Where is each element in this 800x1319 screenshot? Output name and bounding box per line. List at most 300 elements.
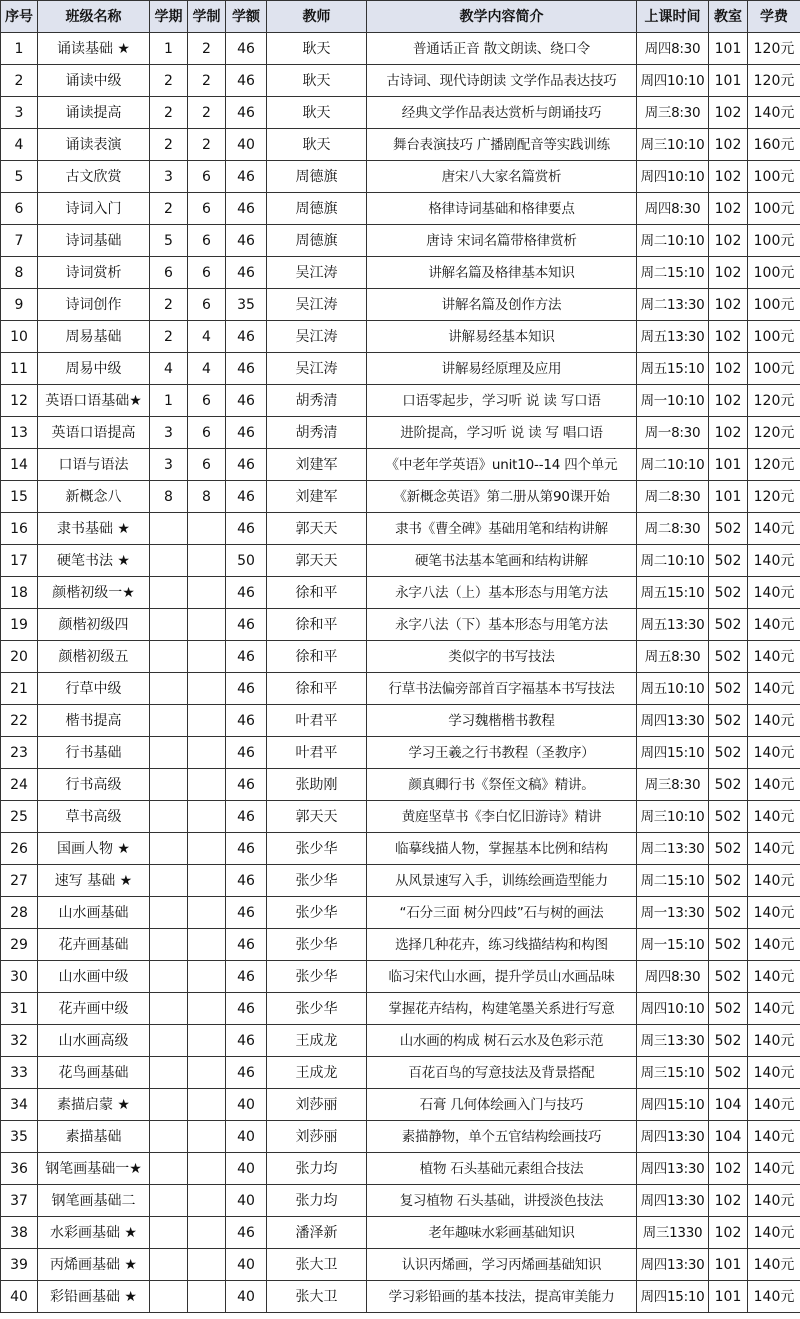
- cell-room: 104: [709, 1121, 748, 1153]
- cell-duration: [188, 513, 226, 545]
- cell-duration: [188, 545, 226, 577]
- cell-fee: 140元: [748, 1281, 800, 1313]
- cell-room: 102: [709, 1217, 748, 1249]
- cell-class-name: 钢笔画基础二: [38, 1185, 150, 1217]
- cell-row-index: 10: [1, 321, 38, 353]
- cell-teacher: 叶君平: [267, 737, 367, 769]
- cell-fee: 140元: [748, 1089, 800, 1121]
- cell-teacher: 张少华: [267, 865, 367, 897]
- cell-time: 周二13:30: [637, 833, 709, 865]
- cell-row-index: 39: [1, 1249, 38, 1281]
- cell-duration: 6: [188, 289, 226, 321]
- cell-fee: 100元: [748, 225, 800, 257]
- cell-term: 6: [150, 257, 188, 289]
- cell-capacity: 46: [226, 513, 267, 545]
- cell-capacity: 40: [226, 1281, 267, 1313]
- table-row: [1, 673, 800, 705]
- cell-fee: 120元: [748, 417, 800, 449]
- cell-term: [150, 865, 188, 897]
- table-row: [1, 961, 800, 993]
- cell-capacity: 46: [226, 449, 267, 481]
- cell-row-index: 33: [1, 1057, 38, 1089]
- cell-room: 102: [709, 129, 748, 161]
- cell-class-name: 花鸟画基础: [38, 1057, 150, 1089]
- table-row: [1, 97, 800, 129]
- cell-row-index: 7: [1, 225, 38, 257]
- cell-room: 502: [709, 961, 748, 993]
- cell-fee: 140元: [748, 673, 800, 705]
- cell-fee: 140元: [748, 545, 800, 577]
- cell-row-index: 3: [1, 97, 38, 129]
- table-row: [1, 609, 800, 641]
- cell-teacher: 徐和平: [267, 609, 367, 641]
- cell-capacity: 46: [226, 929, 267, 961]
- cell-room: 101: [709, 449, 748, 481]
- cell-row-index: 20: [1, 641, 38, 673]
- cell-term: [150, 609, 188, 641]
- cell-content: 学习王羲之行书教程（圣教序）: [367, 737, 637, 769]
- cell-term: 2: [150, 289, 188, 321]
- cell-teacher: 郭天天: [267, 545, 367, 577]
- cell-class-name: 素描启蒙 ★: [38, 1089, 150, 1121]
- cell-term: [150, 673, 188, 705]
- cell-term: 3: [150, 449, 188, 481]
- cell-room: 502: [709, 1057, 748, 1089]
- cell-class-name: 颜楷初级四: [38, 609, 150, 641]
- cell-row-index: 36: [1, 1153, 38, 1185]
- cell-term: [150, 961, 188, 993]
- cell-time: 周二8:30: [637, 481, 709, 513]
- cell-class-name: 行书高级: [38, 769, 150, 801]
- cell-duration: 8: [188, 481, 226, 513]
- cell-room: 502: [709, 1025, 748, 1057]
- cell-teacher: 王成龙: [267, 1057, 367, 1089]
- cell-teacher: 张少华: [267, 929, 367, 961]
- cell-teacher: 张大卫: [267, 1281, 367, 1313]
- cell-term: [150, 577, 188, 609]
- cell-row-index: 16: [1, 513, 38, 545]
- cell-room: 104: [709, 1089, 748, 1121]
- header-fee: 学费: [748, 1, 800, 33]
- cell-time: 周三1330: [637, 1217, 709, 1249]
- cell-time: 周四8:30: [637, 193, 709, 225]
- cell-term: [150, 769, 188, 801]
- cell-time: 周四10:10: [637, 65, 709, 97]
- cell-fee: 100元: [748, 257, 800, 289]
- cell-teacher: 王成龙: [267, 1025, 367, 1057]
- cell-teacher: 郭天天: [267, 513, 367, 545]
- cell-term: [150, 1217, 188, 1249]
- cell-duration: [188, 705, 226, 737]
- cell-duration: 6: [188, 257, 226, 289]
- cell-content: 口语零起步，学习听 说 读 写口语: [367, 385, 637, 417]
- cell-duration: [188, 577, 226, 609]
- cell-fee: 120元: [748, 449, 800, 481]
- cell-capacity: 40: [226, 129, 267, 161]
- cell-room: 102: [709, 225, 748, 257]
- cell-teacher: 张少华: [267, 897, 367, 929]
- table-row: [1, 193, 800, 225]
- table-row: [1, 865, 800, 897]
- cell-fee: 140元: [748, 769, 800, 801]
- cell-row-index: 14: [1, 449, 38, 481]
- cell-fee: 140元: [748, 609, 800, 641]
- cell-duration: 2: [188, 97, 226, 129]
- cell-room: 502: [709, 705, 748, 737]
- cell-term: [150, 1057, 188, 1089]
- cell-fee: 140元: [748, 1057, 800, 1089]
- cell-content: 石膏 几何体绘画入门与技巧: [367, 1089, 637, 1121]
- cell-row-index: 25: [1, 801, 38, 833]
- cell-fee: 140元: [748, 1025, 800, 1057]
- cell-duration: [188, 1121, 226, 1153]
- cell-row-index: 9: [1, 289, 38, 321]
- cell-capacity: 46: [226, 705, 267, 737]
- cell-term: 2: [150, 321, 188, 353]
- table-row: [1, 449, 800, 481]
- cell-class-name: 花卉画中级: [38, 993, 150, 1025]
- cell-fee: 120元: [748, 65, 800, 97]
- cell-class-name: 丙烯画基础 ★: [38, 1249, 150, 1281]
- cell-content: 临习宋代山水画，提升学员山水画品味: [367, 961, 637, 993]
- cell-teacher: 刘建军: [267, 449, 367, 481]
- cell-capacity: 35: [226, 289, 267, 321]
- cell-row-index: 5: [1, 161, 38, 193]
- cell-teacher: 徐和平: [267, 577, 367, 609]
- cell-room: 502: [709, 929, 748, 961]
- cell-class-name: 素描基础: [38, 1121, 150, 1153]
- cell-row-index: 40: [1, 1281, 38, 1313]
- header-time: 上课时间: [637, 1, 709, 33]
- cell-room: 502: [709, 769, 748, 801]
- cell-duration: [188, 929, 226, 961]
- cell-term: 5: [150, 225, 188, 257]
- cell-fee: 140元: [748, 1185, 800, 1217]
- table-row: [1, 929, 800, 961]
- cell-teacher: 胡秀清: [267, 385, 367, 417]
- cell-teacher: 吴江涛: [267, 321, 367, 353]
- cell-content: 唐诗 宋词名篇带格律赏析: [367, 225, 637, 257]
- cell-room: 102: [709, 161, 748, 193]
- cell-time: 周四13:30: [637, 1153, 709, 1185]
- cell-teacher: 刘莎丽: [267, 1089, 367, 1121]
- cell-class-name: 诵读提高: [38, 97, 150, 129]
- cell-time: 周四15:10: [637, 1089, 709, 1121]
- cell-row-index: 22: [1, 705, 38, 737]
- cell-teacher: 刘建军: [267, 481, 367, 513]
- cell-fee: 140元: [748, 865, 800, 897]
- table-row: [1, 257, 800, 289]
- cell-teacher: 张力均: [267, 1185, 367, 1217]
- cell-term: 8: [150, 481, 188, 513]
- cell-time: 周三8:30: [637, 769, 709, 801]
- cell-fee: 100元: [748, 161, 800, 193]
- cell-capacity: 40: [226, 1153, 267, 1185]
- cell-row-index: 19: [1, 609, 38, 641]
- cell-row-index: 13: [1, 417, 38, 449]
- cell-teacher: 吴江涛: [267, 353, 367, 385]
- cell-time: 周二15:10: [637, 257, 709, 289]
- cell-time: 周三13:30: [637, 1025, 709, 1057]
- cell-fee: 140元: [748, 1121, 800, 1153]
- cell-time: 周五15:10: [637, 353, 709, 385]
- cell-duration: [188, 1217, 226, 1249]
- cell-content: 山水画的构成 树石云水及色彩示范: [367, 1025, 637, 1057]
- cell-room: 502: [709, 993, 748, 1025]
- cell-content: 格律诗词基础和格律要点: [367, 193, 637, 225]
- header-content: 教学内容简介: [367, 1, 637, 33]
- cell-row-index: 4: [1, 129, 38, 161]
- cell-teacher: 吴江涛: [267, 257, 367, 289]
- table-row: [1, 129, 800, 161]
- cell-room: 502: [709, 897, 748, 929]
- cell-class-name: 周易中级: [38, 353, 150, 385]
- cell-row-index: 31: [1, 993, 38, 1025]
- cell-duration: [188, 1153, 226, 1185]
- header-teacher: 教师: [267, 1, 367, 33]
- cell-teacher: 张少华: [267, 993, 367, 1025]
- table-row: [1, 577, 800, 609]
- cell-content: 素描静物，单个五官结构绘画技巧: [367, 1121, 637, 1153]
- cell-time: 周三15:10: [637, 1057, 709, 1089]
- cell-class-name: 诗词创作: [38, 289, 150, 321]
- cell-content: 讲解易经基本知识: [367, 321, 637, 353]
- cell-time: 周一10:10: [637, 385, 709, 417]
- cell-capacity: 46: [226, 609, 267, 641]
- cell-term: [150, 929, 188, 961]
- cell-capacity: 46: [226, 161, 267, 193]
- cell-row-index: 6: [1, 193, 38, 225]
- cell-capacity: 46: [226, 1057, 267, 1089]
- table-row: [1, 1025, 800, 1057]
- cell-class-name: 古文欣赏: [38, 161, 150, 193]
- cell-content: “石分三面 树分四歧”石与树的画法: [367, 897, 637, 929]
- cell-class-name: 口语与语法: [38, 449, 150, 481]
- cell-capacity: 46: [226, 833, 267, 865]
- cell-content: 从风景速写入手，训练绘画造型能力: [367, 865, 637, 897]
- table-row: [1, 897, 800, 929]
- cell-row-index: 27: [1, 865, 38, 897]
- cell-term: 2: [150, 97, 188, 129]
- cell-row-index: 24: [1, 769, 38, 801]
- cell-capacity: 46: [226, 577, 267, 609]
- cell-room: 101: [709, 33, 748, 65]
- cell-row-index: 32: [1, 1025, 38, 1057]
- cell-content: 颜真卿行书《祭侄文稿》精讲。: [367, 769, 637, 801]
- cell-fee: 140元: [748, 1217, 800, 1249]
- table-row: [1, 481, 800, 513]
- cell-term: [150, 833, 188, 865]
- cell-fee: 140元: [748, 993, 800, 1025]
- cell-term: [150, 1281, 188, 1313]
- cell-room: 102: [709, 385, 748, 417]
- cell-teacher: 耿天: [267, 65, 367, 97]
- cell-capacity: 40: [226, 1249, 267, 1281]
- cell-term: 1: [150, 385, 188, 417]
- cell-term: [150, 641, 188, 673]
- table-row: [1, 225, 800, 257]
- cell-room: 502: [709, 513, 748, 545]
- cell-time: 周四8:30: [637, 961, 709, 993]
- table-row: [1, 545, 800, 577]
- table-row: [1, 33, 800, 65]
- table-row: [1, 833, 800, 865]
- cell-duration: 2: [188, 33, 226, 65]
- cell-content: 复习植物 石头基础，讲授淡色技法: [367, 1185, 637, 1217]
- cell-term: 2: [150, 193, 188, 225]
- cell-capacity: 46: [226, 961, 267, 993]
- table-row: [1, 289, 800, 321]
- table-row: [1, 1121, 800, 1153]
- table-body: [1, 33, 800, 1313]
- cell-fee: 140元: [748, 513, 800, 545]
- cell-capacity: 46: [226, 1025, 267, 1057]
- table-row: [1, 385, 800, 417]
- cell-fee: 140元: [748, 1153, 800, 1185]
- cell-row-index: 28: [1, 897, 38, 929]
- cell-duration: 6: [188, 161, 226, 193]
- table-row: [1, 1249, 800, 1281]
- cell-class-name: 水彩画基础 ★: [38, 1217, 150, 1249]
- cell-class-name: 楷书提高: [38, 705, 150, 737]
- cell-room: 502: [709, 641, 748, 673]
- cell-capacity: 50: [226, 545, 267, 577]
- cell-time: 周四13:30: [637, 1249, 709, 1281]
- cell-row-index: 34: [1, 1089, 38, 1121]
- cell-term: [150, 737, 188, 769]
- cell-room: 101: [709, 65, 748, 97]
- cell-duration: [188, 1185, 226, 1217]
- cell-duration: [188, 801, 226, 833]
- table-row: [1, 1057, 800, 1089]
- cell-duration: [188, 897, 226, 929]
- cell-duration: 6: [188, 193, 226, 225]
- cell-teacher: 张少华: [267, 833, 367, 865]
- cell-time: 周五10:10: [637, 673, 709, 705]
- cell-time: 周三8:30: [637, 97, 709, 129]
- cell-room: 102: [709, 289, 748, 321]
- cell-content: 选择几种花卉，练习线描结构和构图: [367, 929, 637, 961]
- cell-time: 周四13:30: [637, 705, 709, 737]
- cell-teacher: 周德旗: [267, 193, 367, 225]
- cell-term: [150, 897, 188, 929]
- cell-class-name: 速写 基础 ★: [38, 865, 150, 897]
- cell-time: 周五13:30: [637, 321, 709, 353]
- cell-room: 502: [709, 609, 748, 641]
- cell-class-name: 诗词基础: [38, 225, 150, 257]
- cell-capacity: 46: [226, 769, 267, 801]
- cell-fee: 140元: [748, 897, 800, 929]
- cell-term: 4: [150, 353, 188, 385]
- cell-fee: 140元: [748, 801, 800, 833]
- cell-capacity: 46: [226, 865, 267, 897]
- cell-time: 周四10:10: [637, 993, 709, 1025]
- cell-row-index: 26: [1, 833, 38, 865]
- cell-room: 101: [709, 1281, 748, 1313]
- cell-room: 102: [709, 97, 748, 129]
- cell-teacher: 耿天: [267, 97, 367, 129]
- cell-class-name: 隶书基础 ★: [38, 513, 150, 545]
- cell-content: 讲解易经原理及应用: [367, 353, 637, 385]
- cell-row-index: 11: [1, 353, 38, 385]
- cell-content: 舞台表演技巧 广播剧配音等实践训练: [367, 129, 637, 161]
- header-term: 学期: [150, 1, 188, 33]
- cell-fee: 140元: [748, 833, 800, 865]
- cell-room: 502: [709, 673, 748, 705]
- cell-fee: 120元: [748, 33, 800, 65]
- cell-content: 认识丙烯画，学习丙烯画基础知识: [367, 1249, 637, 1281]
- cell-class-name: 彩铅画基础 ★: [38, 1281, 150, 1313]
- table-row: [1, 737, 800, 769]
- cell-content: 《中老年学英语》unit10--14 四个单元: [367, 449, 637, 481]
- header-duration: 学制: [188, 1, 226, 33]
- cell-fee: 100元: [748, 353, 800, 385]
- cell-time: 周四10:10: [637, 161, 709, 193]
- cell-time: 周一15:10: [637, 929, 709, 961]
- cell-class-name: 山水画中级: [38, 961, 150, 993]
- cell-fee: 120元: [748, 385, 800, 417]
- cell-capacity: 46: [226, 897, 267, 929]
- cell-row-index: 17: [1, 545, 38, 577]
- cell-class-name: 行书基础: [38, 737, 150, 769]
- cell-capacity: 46: [226, 257, 267, 289]
- cell-time: 周五15:10: [637, 577, 709, 609]
- cell-duration: 6: [188, 225, 226, 257]
- cell-term: 3: [150, 161, 188, 193]
- cell-time: 周四13:30: [637, 1121, 709, 1153]
- cell-term: [150, 1185, 188, 1217]
- cell-class-name: 诵读表演: [38, 129, 150, 161]
- cell-term: [150, 1121, 188, 1153]
- cell-capacity: 46: [226, 321, 267, 353]
- cell-content: 隶书《曹全碑》基础用笔和结构讲解: [367, 513, 637, 545]
- cell-time: 周一8:30: [637, 417, 709, 449]
- cell-duration: [188, 673, 226, 705]
- cell-duration: 6: [188, 417, 226, 449]
- cell-class-name: 行草中级: [38, 673, 150, 705]
- cell-duration: [188, 1057, 226, 1089]
- cell-fee: 120元: [748, 481, 800, 513]
- cell-teacher: 潘泽新: [267, 1217, 367, 1249]
- cell-room: 502: [709, 577, 748, 609]
- cell-fee: 140元: [748, 1249, 800, 1281]
- table-row: [1, 161, 800, 193]
- cell-content: 古诗词、现代诗朗读 文学作品表达技巧: [367, 65, 637, 97]
- cell-class-name: 山水画高级: [38, 1025, 150, 1057]
- cell-capacity: 46: [226, 97, 267, 129]
- cell-teacher: 胡秀清: [267, 417, 367, 449]
- cell-duration: [188, 1089, 226, 1121]
- cell-room: 502: [709, 833, 748, 865]
- cell-room: 102: [709, 193, 748, 225]
- cell-teacher: 叶君平: [267, 705, 367, 737]
- cell-capacity: 46: [226, 193, 267, 225]
- cell-capacity: 46: [226, 1217, 267, 1249]
- cell-duration: [188, 865, 226, 897]
- cell-duration: [188, 609, 226, 641]
- table-row: [1, 1217, 800, 1249]
- header-row: [1, 1, 800, 33]
- cell-class-name: 周易基础: [38, 321, 150, 353]
- table-row: [1, 321, 800, 353]
- cell-content: 行草书法偏旁部首百字福基本书写技法: [367, 673, 637, 705]
- cell-capacity: 40: [226, 1089, 267, 1121]
- cell-capacity: 46: [226, 417, 267, 449]
- cell-fee: 140元: [748, 641, 800, 673]
- cell-row-index: 8: [1, 257, 38, 289]
- cell-capacity: 40: [226, 1121, 267, 1153]
- cell-content: 讲解名篇及创作方法: [367, 289, 637, 321]
